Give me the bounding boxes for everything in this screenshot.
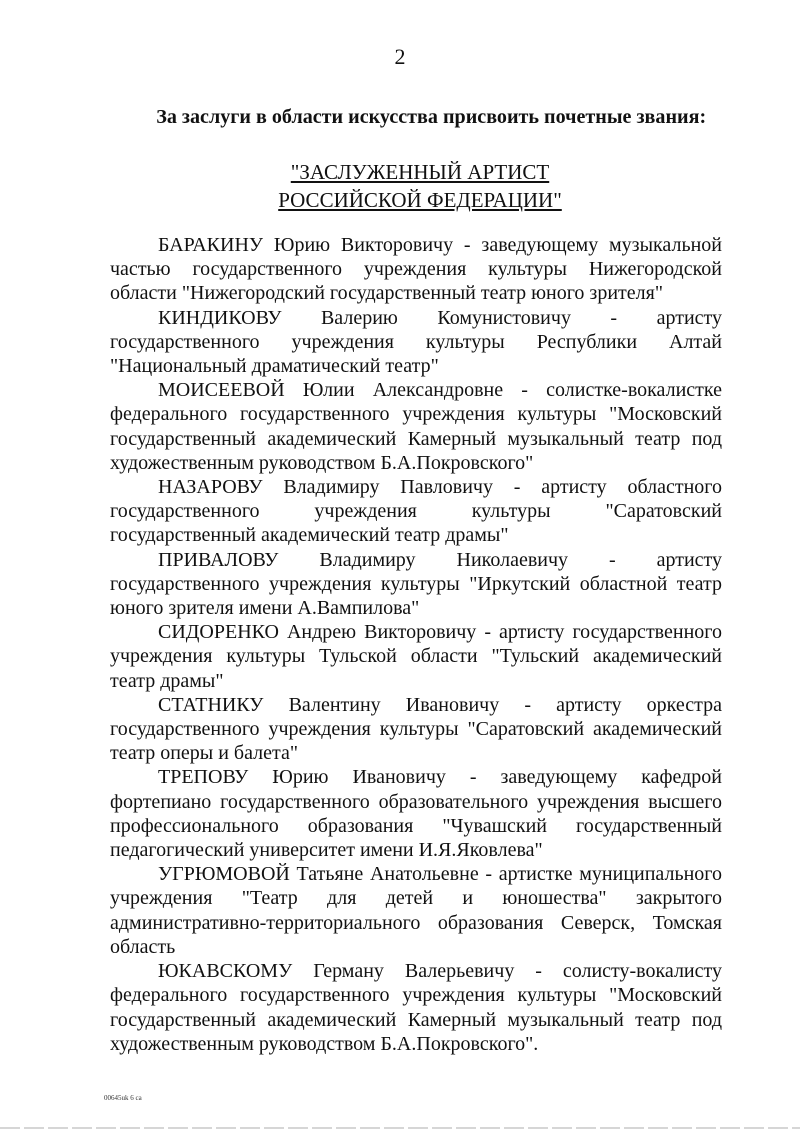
recipient-entry: НАЗАРОВУ Владимиру Павловичу - артисту областного государственного учреждения культуры "Саратовский государственный академический театр драмы" [110,476,722,547]
recipient-entry: МОИСЕЕВОЙ Юлии Александровне - солистке-вокалистке федерального государственного учреждения культуры "Московский государственный академический Камерный музыкальный театр под художественным руководством Б.А.Покровского" [110,379,722,474]
award-title [0,158,800,214]
recipient-entry: КИНДИКОВУ Валерию Комунистовичу - артисту государственного учреждения культуры Республики Алтай "Национальный драматический театр" [110,306,722,378]
document-footer-code: 00645uk 6 ca [104,1094,142,1102]
scan-bottom-edge [0,1127,800,1129]
page-number: 2 [394,44,406,69]
recipient-entry: СИДОРЕНКО Андрею Викторовичу - артисту государственного учреждения культуры Тульской области "Тульский академический театр драмы" [110,621,722,692]
recipient-entry: ПРИВАЛОВУ Владимиру Николаевичу - артисту государственного учреждения культуры "Иркутский областной театр юного зрителя имени А.Вампилова" [110,548,722,620]
award-recipient-list [110,233,722,1056]
recipient-entry: ЮКАВСКОМУ Герману Валерьевичу - солисту-вокалисту федерального государственного учреждения культуры "Московский государственный академический Камерный музыкальный театр под художественным руководством Б.А.Покровского". [110,960,722,1055]
award-title-line-2: РОССИЙСКОЙ ФЕДЕРАЦИИ" [278,188,562,212]
document-heading: За заслуги в области искусства присвоить почетные звания: [156,106,707,128]
award-title-line-1: "ЗАСЛУЖЕННЫЙ АРТИСТ [290,160,550,184]
recipient-entry: УГРЮМОВОЙ Татьяне Анатольевне - артистке муниципального учреждения "Театр для детей и юношества" закрытого административно-территориального образования Северск, Томская область [110,863,722,958]
recipient-entry: БАРАКИНУ Юрию Викторовичу - заведующему музыкальной частью государственного учреждения культуры Нижегородской области "Нижегородский государственный театр юного зрителя" [110,234,722,305]
recipient-entry: СТАТНИКУ Валентину Ивановичу - артисту оркестра государственного учреждения культуры "Саратовский академический театр оперы и балета" [110,693,722,765]
recipient-entry: ТРЕПОВУ Юрию Ивановичу - заведующему кафедрой фортепиано государственного образовательного учреждения высшего профессионального образования "Чувашский государственный педагогический университет имени И.Я.Яковлева" [110,766,722,862]
